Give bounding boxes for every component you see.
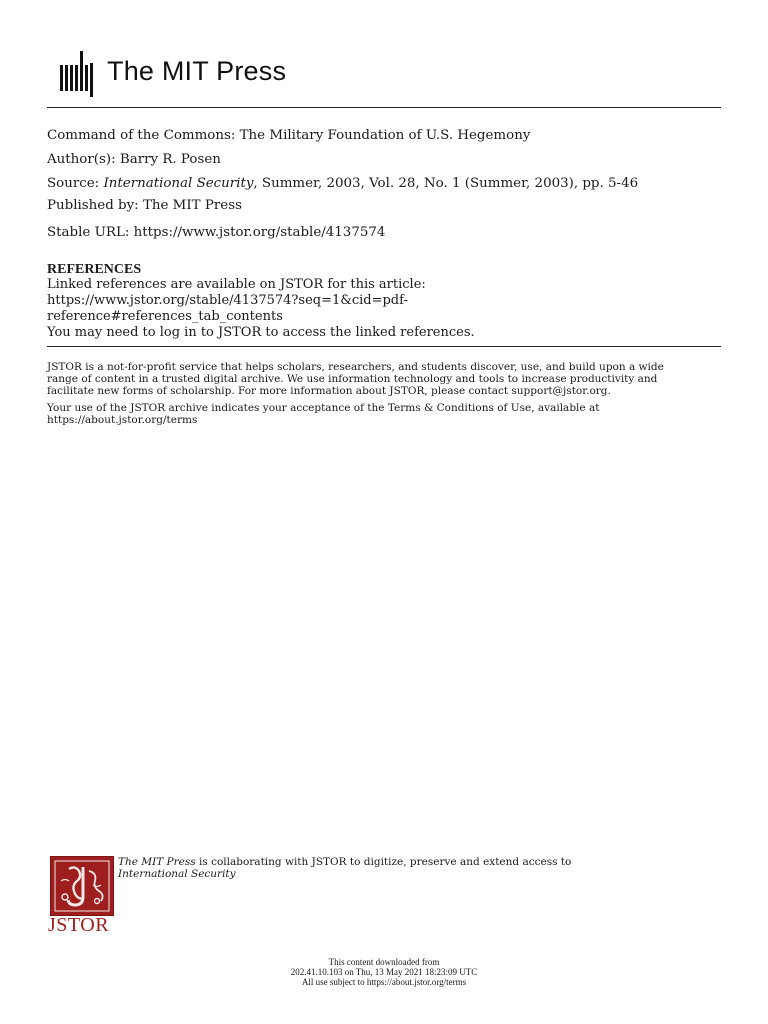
article-stable-url bbox=[47, 225, 385, 241]
references-link-continued[interactable]: reference#references_tab_contents bbox=[47, 309, 283, 324]
jstor-logo-text: JSTOR bbox=[48, 914, 110, 936]
references-divider bbox=[47, 346, 721, 347]
terms-notice bbox=[47, 402, 722, 426]
source-journal: International Security bbox=[103, 176, 254, 191]
references-line: Linked references are available on JSTOR for this article: bbox=[47, 277, 426, 292]
jstor-notice bbox=[47, 361, 722, 397]
article-authors bbox=[47, 152, 221, 168]
terms-line: Your use of the JSTOR archive indicates your acceptance of the Terms & Conditions of Use, available at bbox=[47, 402, 600, 414]
mit-press-barcode-logo-icon bbox=[60, 51, 95, 91]
published-value: The MIT Press bbox=[142, 198, 242, 213]
collab-text: is collaborating with JSTOR to digitize, preserve and extend access to bbox=[195, 856, 572, 868]
jstor-seal-icon bbox=[50, 856, 114, 916]
published-label: Published by: bbox=[47, 198, 139, 213]
references-body bbox=[47, 277, 475, 341]
footer-terms: All use subject to https://about.jstor.org/terms bbox=[301, 977, 467, 987]
source-details: , Summer, 2003, Vol. 28, No. 1 (Summer, 2003), pp. 5-46 bbox=[253, 176, 639, 191]
footer-line: This content downloaded from bbox=[328, 957, 440, 967]
references-login-note: You may need to log in to JSTOR to access the linked references. bbox=[47, 325, 475, 340]
terms-link[interactable]: https://about.jstor.org/terms bbox=[47, 414, 198, 426]
notice-line: facilitate new forms of scholarship. For more information about JSTOR, please contact support@jstor.org. bbox=[47, 385, 611, 397]
article-publisher bbox=[47, 198, 242, 214]
publisher-logo-text: The MIT Press bbox=[107, 55, 287, 86]
collaboration-statement bbox=[118, 856, 571, 880]
authors-value: Barry R. Posen bbox=[119, 152, 221, 167]
article-source bbox=[47, 176, 638, 192]
mit-press-logo bbox=[60, 47, 286, 95]
notice-line: range of content in a trusted digital archive. We use information technology and tools to increase productivity and bbox=[47, 373, 658, 385]
authors-label: Author(s): bbox=[47, 152, 116, 167]
references-heading: REFERENCES bbox=[47, 262, 142, 277]
source-label: Source: bbox=[47, 176, 100, 191]
header-divider bbox=[47, 107, 721, 108]
stable-url-link[interactable]: https://www.jstor.org/stable/4137574 bbox=[133, 225, 386, 240]
references-link[interactable]: https://www.jstor.org/stable/4137574?seq=1&cid=pdf- bbox=[47, 293, 408, 308]
article-title: Command of the Commons: The Military Foundation of U.S. Hegemony bbox=[47, 128, 531, 143]
collab-publisher: The MIT Press bbox=[118, 856, 196, 868]
download-footer bbox=[0, 957, 768, 987]
notice-line: JSTOR is a not-for-profit service that helps scholars, researchers, and students discover, use, and build upon a wide bbox=[47, 361, 664, 373]
collab-journal: International Security bbox=[118, 868, 236, 880]
footer-line: 202.41.10.103 on Thu, 13 May 2021 18:23:09 UTC bbox=[290, 967, 478, 977]
stable-url-label: Stable URL: bbox=[47, 225, 130, 240]
